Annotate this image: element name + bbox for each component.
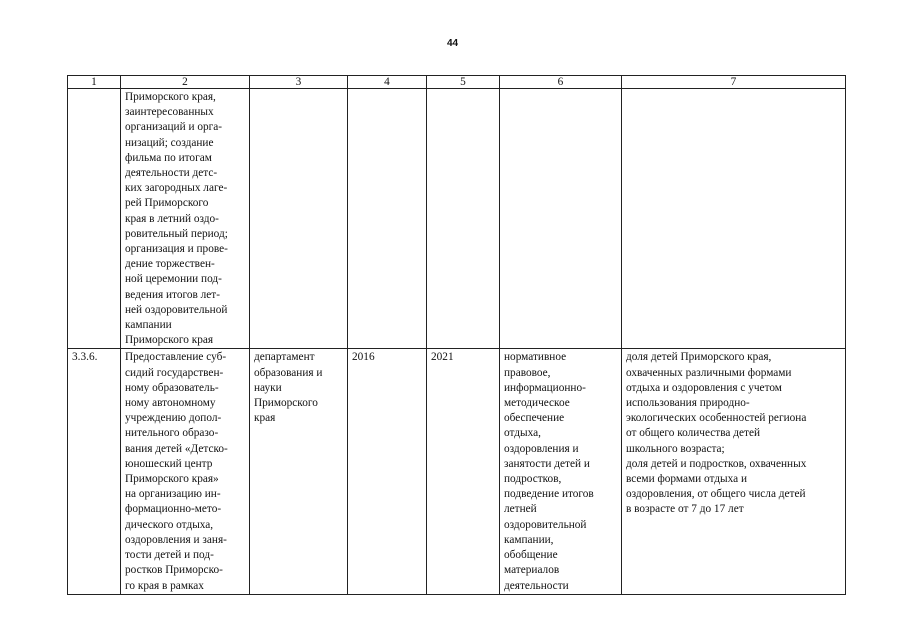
table-row: [68, 89, 846, 349]
row-number-cell: [68, 89, 121, 349]
start-year-cell: [348, 89, 427, 349]
expected-result-cell: [500, 89, 622, 349]
header-col-5: 5: [427, 76, 500, 89]
header-col-2: 2: [121, 76, 250, 89]
end-year-cell: [427, 89, 500, 349]
event-description-cell: Предоставление суб- сидий государствен- ному образователь- ному автономному учреждению допол- нительного образо- вания детей «Детско- юношеский центр Приморского края» на организацию ин- формационно-мето- дического отдыха, оздоровления и заня- тости детей и под- ростков Приморско- го края в рамках: [121, 349, 250, 594]
header-col-1: 1: [68, 76, 121, 89]
indicator-cell: [622, 89, 846, 349]
start-year-cell: 2016: [348, 349, 427, 594]
program-table: [67, 75, 846, 595]
table-row: [68, 349, 846, 594]
event-description-cell: Приморского края, заинтересованных организаций и орга- низаций; создание фильма по итогам деятельности детс- ких загородных лаге- рей Приморского края в летний оздо- ровительный период; организация и прове- дение торжествен- ной церемонии под- ведения итогов лет- ней оздоровительной кампании Приморского края: [121, 89, 250, 349]
expected-result-cell: нормативное правовое, информационно- методическое обеспечение отдыха, оздоровления и занятости детей и подростков, подведение итогов летней оздоровительной кампании, обобщение материалов деятельности: [500, 349, 622, 594]
header-col-4: 4: [348, 76, 427, 89]
header-col-7: 7: [622, 76, 846, 89]
page-number: 44: [446, 38, 459, 49]
executor-cell: департамент образования и науки Приморского края: [250, 349, 348, 594]
header-col-6: 6: [500, 76, 622, 89]
header-col-3: 3: [250, 76, 348, 89]
row-number-cell: 3.3.6.: [68, 349, 121, 594]
indicator-cell: доля детей Приморского края, охваченных различными формами отдыха и оздоровления с учетом использования природно- экологических особенностей региона от общего количества детей школьного возраста; доля детей и подростков, охваченных всеми формами отдыха и оздоровления, от общего числа детей в возрасте от 7 до 17 лет: [622, 349, 846, 594]
end-year-cell: 2021: [427, 349, 500, 594]
header-row: [68, 76, 846, 89]
executor-cell: [250, 89, 348, 349]
